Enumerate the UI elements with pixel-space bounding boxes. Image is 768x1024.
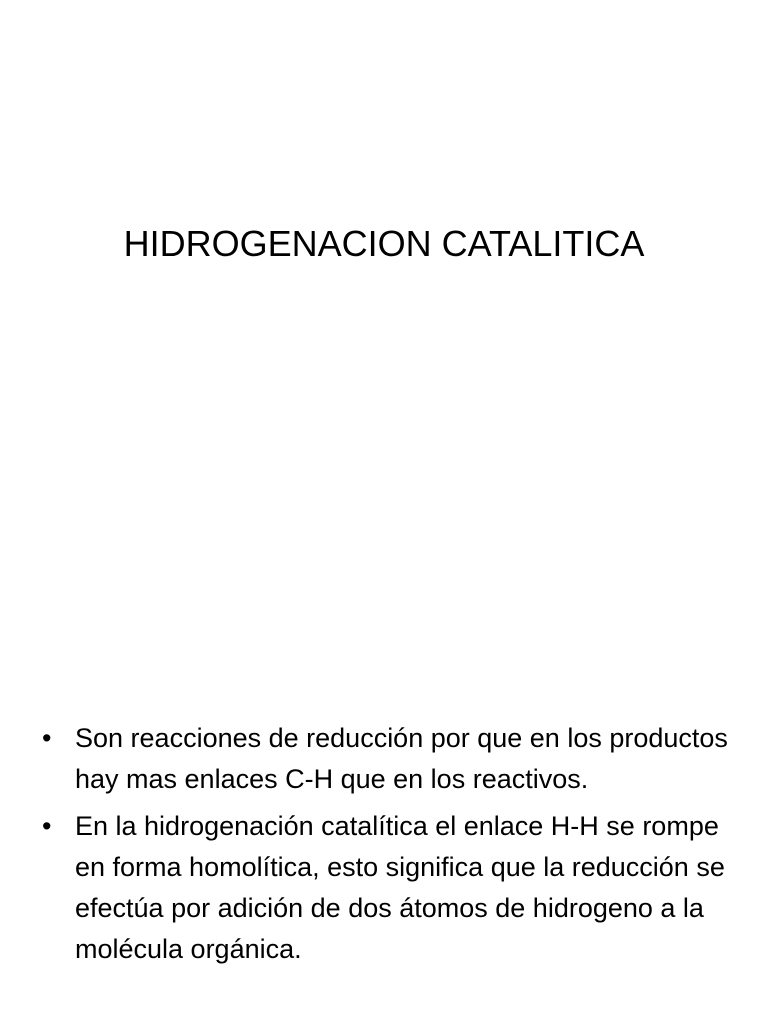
slide-title: HIDROGENACION CATALITICA (123, 223, 645, 264)
bullet-item (40, 806, 740, 970)
bullet-dot-icon: • (42, 723, 52, 753)
bullet-text: Son reacciones de reducción por que en los productos hay mas enlaces C-H que en los reactivos. (75, 723, 728, 794)
bullet-dot-icon: • (42, 811, 52, 841)
bullet-item (40, 718, 740, 800)
bullet-text: En la hidrogenación catalítica el enlace H-H se rompe en forma homolítica, esto significa que la reducción se efectúa por adición de dos átomos de hidrogeno a la molécula orgánica. (75, 811, 725, 964)
bullet-list (40, 718, 740, 976)
